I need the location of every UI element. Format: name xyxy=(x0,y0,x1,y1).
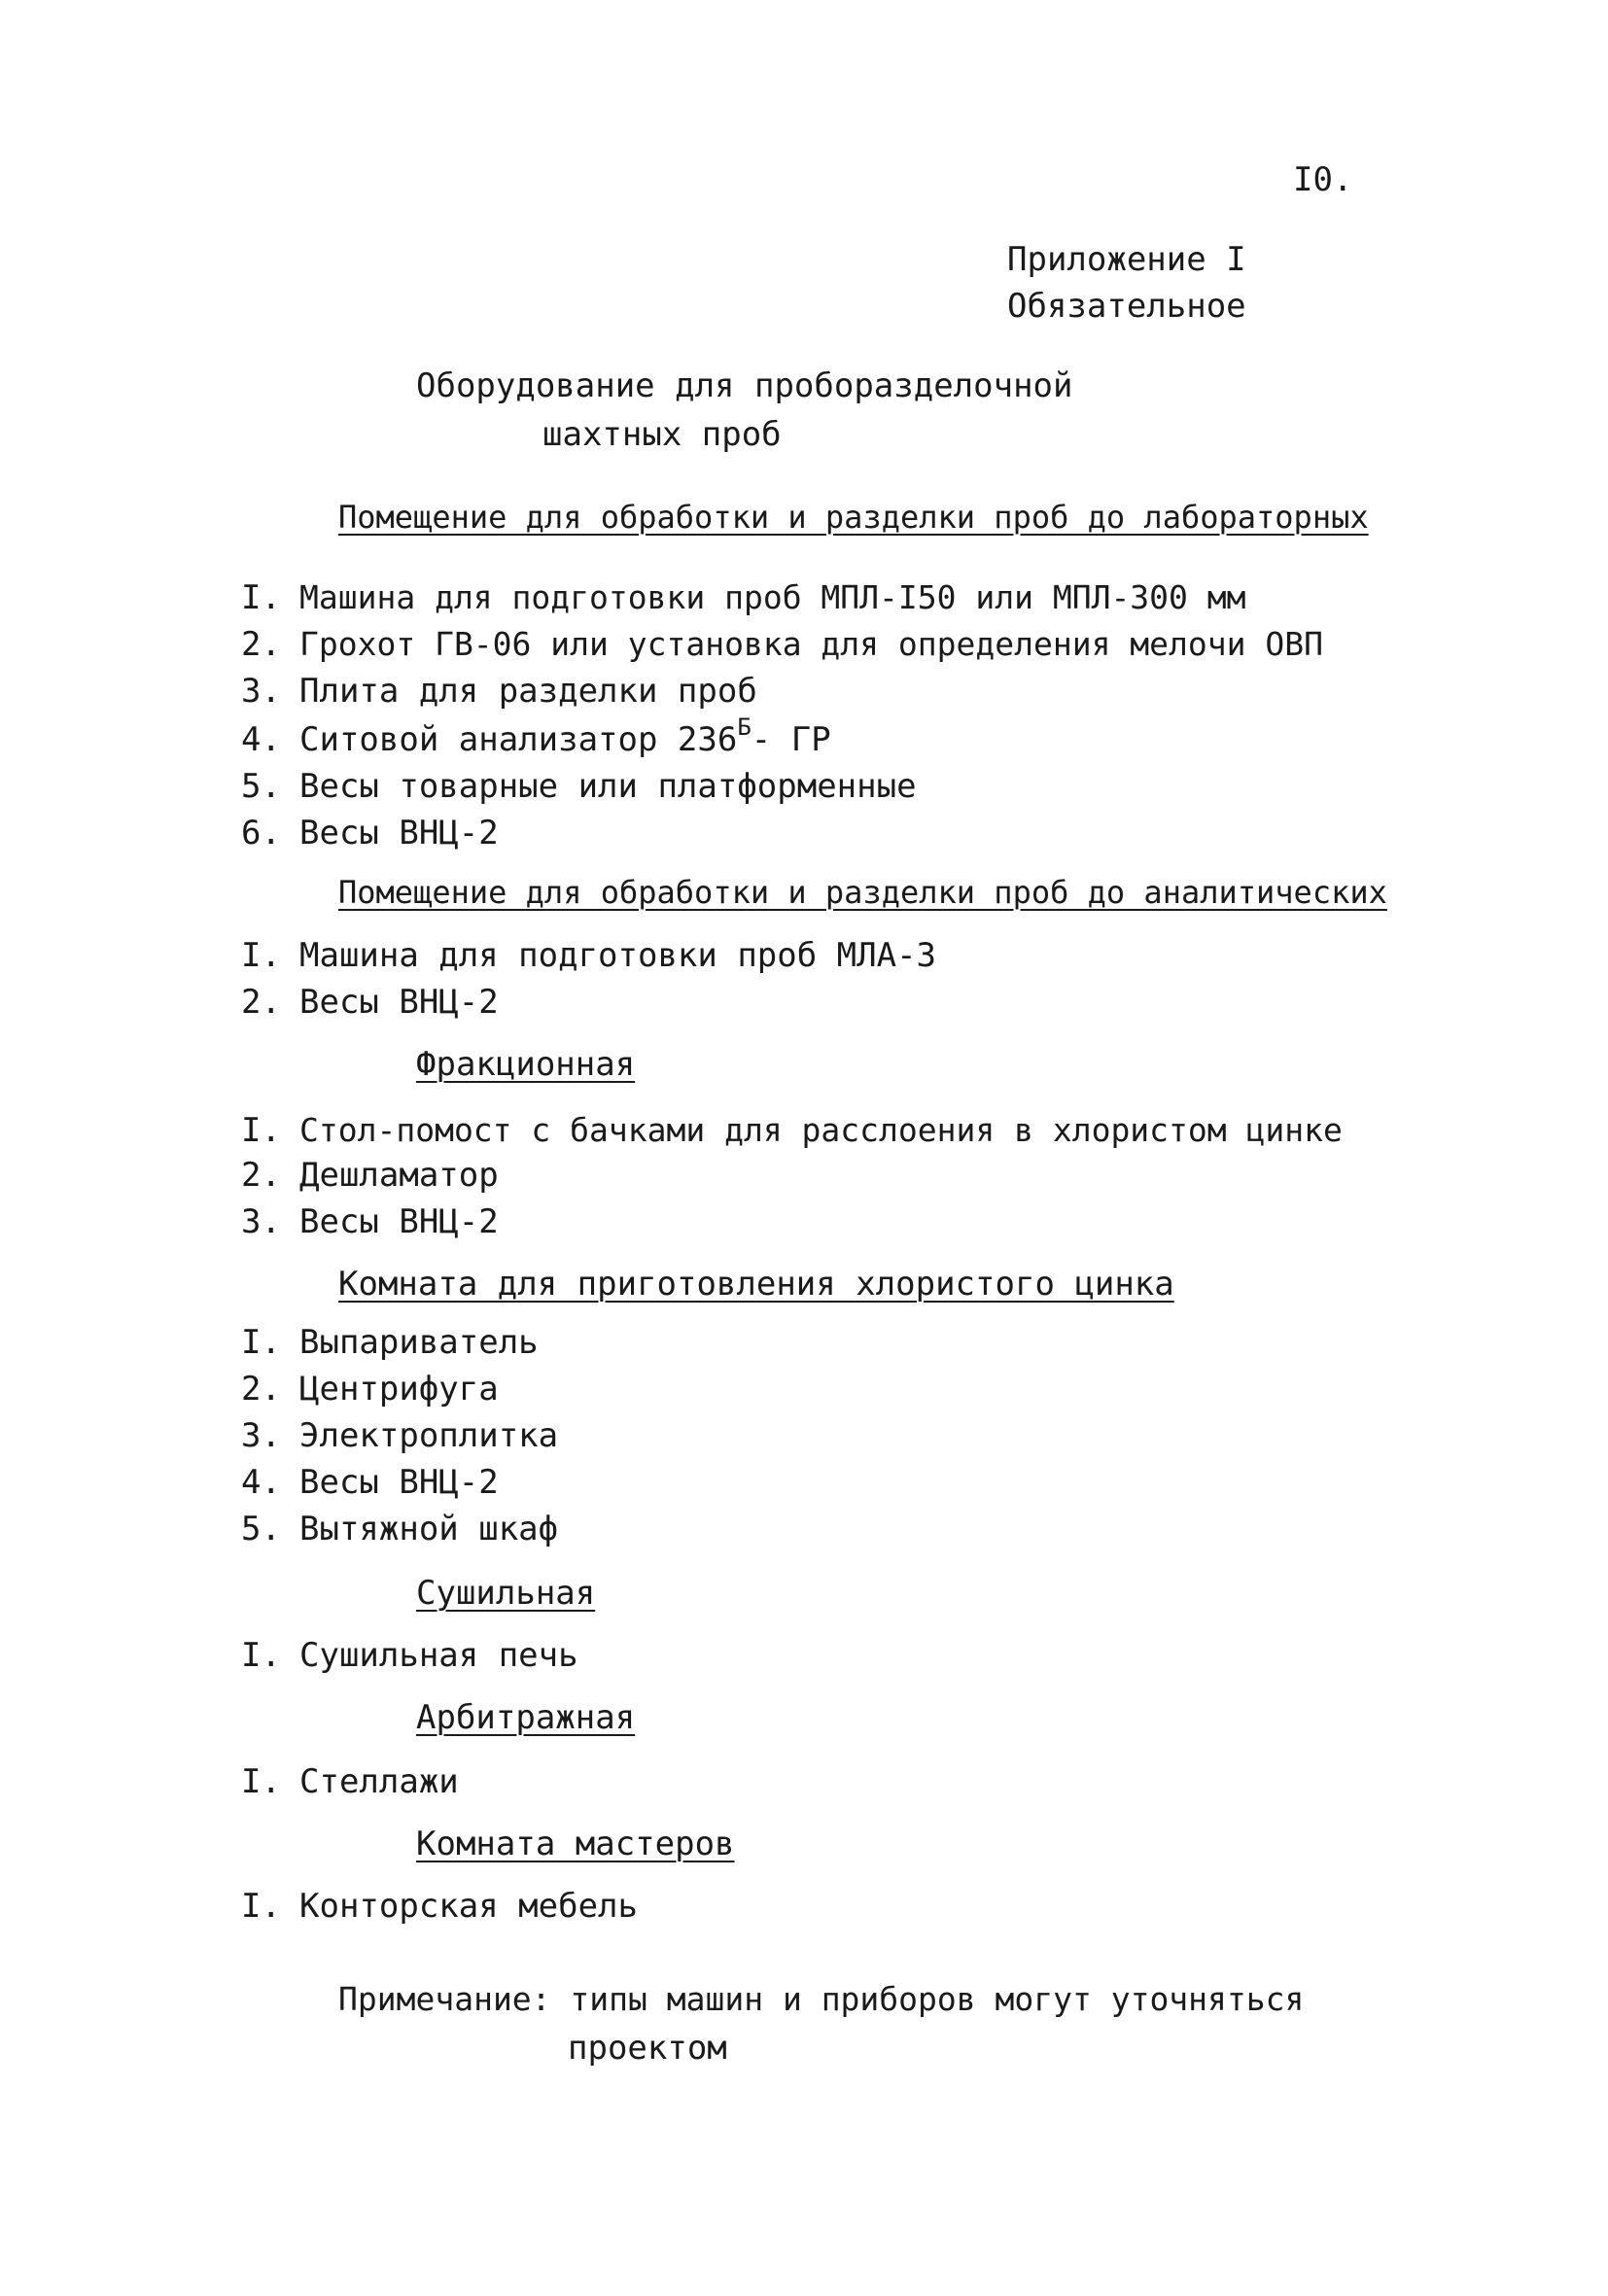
item-text: Машина для подготовки проб МЛА-3 xyxy=(299,936,937,975)
item-number: 4. xyxy=(241,720,281,759)
item-number: I. xyxy=(241,1762,281,1801)
item-number: 2. xyxy=(241,1370,281,1409)
item-number: 2. xyxy=(241,1156,281,1195)
item-text: Плита для разделки проб xyxy=(299,672,757,711)
appendix-status: Обязательное xyxy=(1007,287,1246,326)
item-number: 3. xyxy=(241,672,281,711)
item-text: Конторская мебель xyxy=(299,1887,638,1926)
item-number: 4. xyxy=(241,1463,281,1502)
item-text: Сушильная печь xyxy=(299,1636,578,1675)
item-text-tail: - ГР xyxy=(751,720,831,759)
item-number: I. xyxy=(241,1111,281,1150)
note-line2: проектом xyxy=(568,2029,727,2068)
item-number: 3. xyxy=(241,1416,281,1455)
section-heading: Помещение для обработки и разделки проб до аналитических xyxy=(338,874,1387,911)
item-text: Центрифуга xyxy=(299,1370,499,1409)
item-text: Весы ВНЦ-2 xyxy=(299,814,499,852)
item-number: 2. xyxy=(241,625,281,664)
item-text: Дешламатор xyxy=(299,1156,499,1195)
item-text-superscript: Б xyxy=(737,713,752,741)
note-line1: Примечание: типы машин и приборов могут уточняться xyxy=(338,1980,1305,2018)
section-heading: Сушильная xyxy=(416,1574,596,1613)
item-number: 2. xyxy=(241,983,281,1022)
item-number: I. xyxy=(241,936,281,975)
section-heading: Комната для приготовления хлористого цинка xyxy=(338,1265,1174,1304)
section-heading: Комната мастеров xyxy=(416,1825,735,1863)
item-text: Электроплитка xyxy=(299,1416,559,1455)
item-number: I. xyxy=(241,1323,281,1362)
item-number: I. xyxy=(241,1887,281,1926)
item-text xyxy=(299,713,831,759)
page-number: I0. xyxy=(1293,160,1353,199)
item-number: 5. xyxy=(241,767,281,806)
document-title-line1: Оборудование для проборазделочной xyxy=(416,366,1073,405)
document-title-line2: шахтных проб xyxy=(542,415,782,454)
item-text: Весы ВНЦ-2 xyxy=(299,1463,499,1502)
item-text: Весы ВНЦ-2 xyxy=(299,1202,499,1241)
item-text: Стол-помост с бачками для расслоения в хлористом цинке xyxy=(299,1111,1343,1149)
item-text: Весы товарные или платформенные xyxy=(299,767,917,806)
section-heading: Арбитражная xyxy=(416,1698,636,1737)
item-text: Весы ВНЦ-2 xyxy=(299,983,499,1022)
item-number: I. xyxy=(241,1636,281,1675)
item-number: 5. xyxy=(241,1510,281,1548)
item-text: Выпариватель xyxy=(299,1323,539,1362)
item-text: Грохот ГВ-06 или установка для определения мелочи ОВП xyxy=(299,625,1323,663)
item-number: I. xyxy=(241,578,281,617)
item-text-main: Ситовой анализатор 236 xyxy=(299,720,738,759)
section-heading: Помещение для обработки и разделки проб до лабораторных xyxy=(338,499,1369,536)
section-heading: Фракционная xyxy=(416,1045,636,1084)
item-text: Вытяжной шкаф xyxy=(299,1510,559,1548)
item-text: Стеллажи xyxy=(299,1762,459,1801)
item-number: 3. xyxy=(241,1202,281,1241)
item-text: Машина для подготовки проб МПЛ-I50 или МПЛ-300 мм xyxy=(299,578,1246,616)
appendix-title: Приложение I xyxy=(1007,240,1246,279)
item-number: 6. xyxy=(241,814,281,852)
